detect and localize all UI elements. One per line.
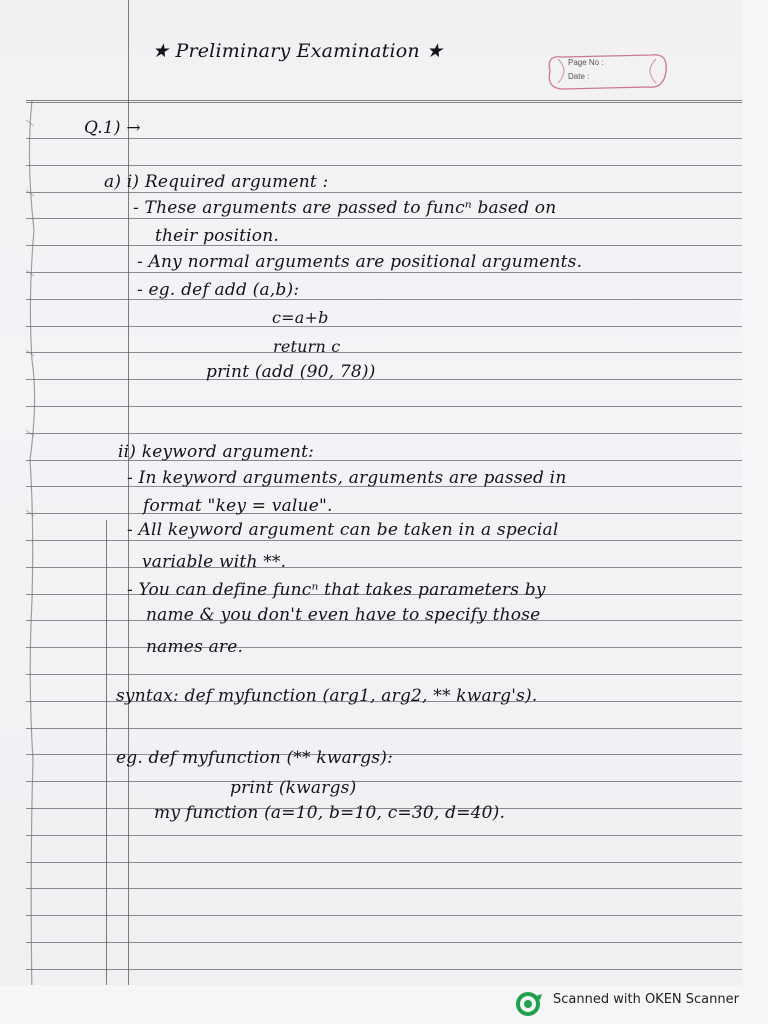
section-b-line: - All keyword argument can be taken in a special [127,520,559,540]
rule-line [26,218,742,219]
section-b-line: name & you don't even have to specify those [146,605,541,625]
section-a-line: - eg. def add (a,b): [137,280,300,300]
margin-line-lower [106,520,107,985]
section-b-line: variable with **. [142,552,287,572]
oken-scanner-logo-icon [516,992,544,1016]
section-b-line: names are. [146,637,244,657]
section-b-line: - In keyword arguments, arguments are passed in [127,468,567,488]
rule-line [26,647,742,648]
header-rule [26,100,742,103]
date-label: Date : [568,72,590,81]
example-line: my function (a=10, b=10, c=30, d=40). [154,803,506,823]
rule-line [26,567,742,568]
rule-line [26,138,742,139]
rule-line [26,728,742,729]
section-a-line: their position. [155,226,279,246]
rule-line [26,352,742,353]
rule-line [26,835,742,836]
rule-line [26,540,742,541]
example-line: eg. def myfunction (** kwargs): [116,748,393,768]
section-a-line: - Any normal arguments are positional arguments. [137,252,583,272]
section-a-heading: a) i) Required argument : [104,172,329,192]
rule-line [26,326,742,327]
section-b-line: format "key = value". [143,496,333,516]
binding-marks [22,100,40,985]
rule-line [26,379,742,380]
rule-line [26,192,742,193]
section-a-code: print (add (90, 78)) [206,362,376,382]
section-a-code: return c [273,337,341,356]
rule-line [26,165,742,166]
stamp-scroll-icon [540,49,674,93]
rule-line [26,433,742,434]
rule-line [26,862,742,863]
example-line: print (kwargs) [230,778,357,798]
section-b-line: - You can define funcⁿ that takes parameters by [127,580,546,600]
section-b-heading: ii) keyword argument: [118,442,315,462]
rule-line [26,915,742,916]
rule-line [26,272,742,273]
page-no-label: Page No : [568,58,604,67]
syntax-line: syntax: def myfunction (arg1, arg2, ** kwarg's). [116,686,538,706]
rule-line [26,245,742,246]
rule-line [26,513,742,514]
page-date-stamp [540,49,674,93]
rule-line [26,888,742,889]
question-number: Q.1) → [84,118,141,138]
section-a-code: c=a+b [272,308,329,327]
scanner-watermark: Scanned with OKEN Scanner [553,992,739,1007]
rule-line [26,674,742,675]
rule-line [26,969,742,970]
margin-line-top [128,0,129,985]
section-a-line: - These arguments are passed to funcⁿ based on [133,198,557,218]
rule-line [26,942,742,943]
page-title: ★ Preliminary Examination ★ [152,40,444,62]
rule-line [26,299,742,300]
rule-line [26,781,742,782]
rule-line [26,406,742,407]
